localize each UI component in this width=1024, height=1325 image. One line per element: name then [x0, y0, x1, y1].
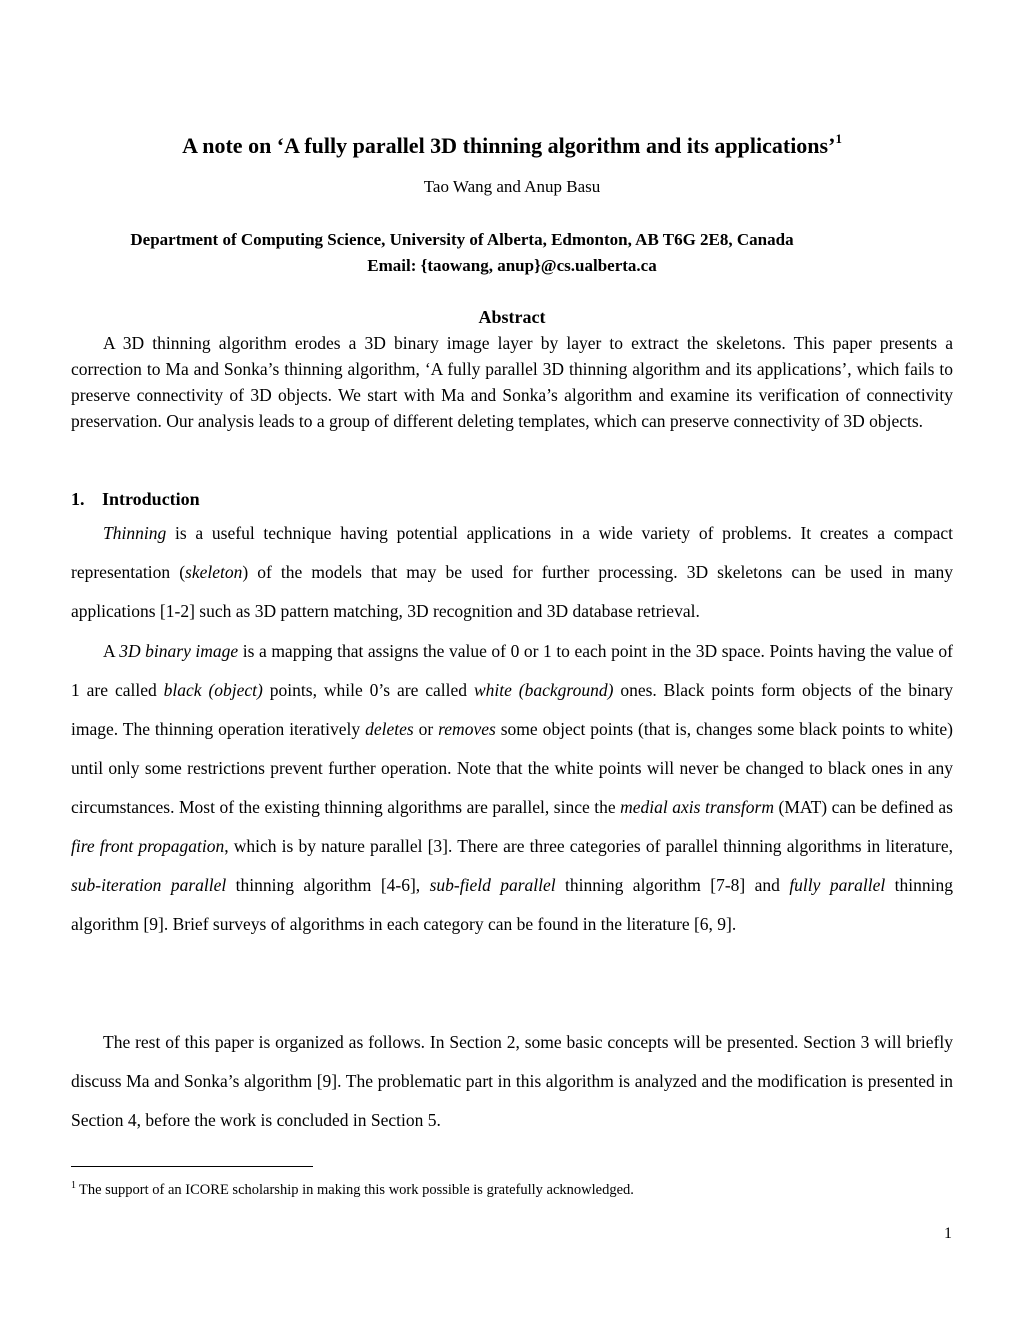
term-fire-front-propagation: fire front propagation — [71, 836, 225, 856]
text-run: thinning algorithm [9]. Brief surveys of algorithms in each category can be found in the literature [6, 9]. — [71, 875, 953, 934]
intro-paragraph-3: The rest of this paper is organized as follows. In Section 2, some basic concepts will be presented. Section 3 will briefly discuss Ma and Sonka’s algorithm [9]. The problematic part in this algorithm is analyzed and the modification is presented in Section 4, before the work is concluded in Section 5. — [71, 1032, 953, 1130]
affiliation-block — [0, 227, 1024, 279]
email: Email: {taowang, anup}@cs.ualberta.ca — [367, 256, 657, 275]
paper-title-text: A note on ‘A fully parallel 3D thinning algorithm and its applications’ — [182, 133, 836, 158]
section-title: Introduction — [102, 489, 200, 509]
text-run: (MAT) can be defined as — [774, 797, 953, 817]
term-removes: removes — [438, 719, 496, 739]
text-run: thinning algorithm [7-8] and — [555, 875, 790, 895]
term-black-object: black (object) — [163, 680, 263, 700]
text-run: A — [103, 641, 120, 661]
term-fully-parallel: fully parallel — [789, 875, 886, 895]
term-sub-field-parallel: sub-field parallel — [429, 875, 556, 895]
term-medial-axis-transform: medial axis transform — [620, 797, 774, 817]
intro-paragraph-1 — [71, 514, 953, 631]
term-white-background: white (background) — [473, 680, 614, 700]
term-sub-iteration-parallel: sub-iteration parallel — [71, 875, 227, 895]
section-number: 1. — [71, 489, 85, 509]
footnote-divider — [71, 1166, 313, 1167]
footnote-text: The support of an ICORE scholarship in making this work possible is gratefully acknowledged. — [79, 1182, 634, 1198]
term-thinning: Thinning — [103, 523, 167, 543]
affiliation: Department of Computing Science, University of Alberta, Edmonton, AB T6G 2E8, Canada — [130, 230, 794, 249]
text-run: is a mapping that assigns the value of 0 or 1 to each point in the 3D space. Points having the value of 1 are called — [71, 641, 953, 700]
text-run: points, while 0’s are called — [262, 680, 474, 700]
text-run: , which is by nature parallel [3]. There are three categories of parallel thinning algorithms in literature, — [224, 836, 953, 856]
footnote — [71, 1180, 634, 1200]
text-run: some object points (that is, changes some black points to white) until only some restrictions prevent further operation. Note that the white points will never be changed to black ones in any circumstances. Most of the existing thinning algorithms are parallel, since the — [71, 719, 954, 817]
abstract-heading: Abstract — [478, 307, 546, 327]
page-number: 1 — [944, 1225, 952, 1242]
title-footnote-mark: 1 — [835, 131, 842, 146]
text-run: or — [413, 719, 439, 739]
term-3d-binary-image: 3D binary image — [119, 641, 239, 661]
text-run: is a useful technique having potential applications in a wide variety of problems. It creates a compact representation ( — [71, 523, 953, 582]
intro-paragraph-2 — [71, 632, 953, 944]
text-run: thinning algorithm [4-6], — [226, 875, 430, 895]
term-deletes: deletes — [365, 719, 414, 739]
authors: Tao Wang and Anup Basu — [423, 177, 601, 196]
text-run: ones. Black points form objects of the binary image. The thinning operation iteratively — [71, 680, 954, 739]
abstract-text: A 3D thinning algorithm erodes a 3D binary image layer by layer to extract the skeletons. This paper presents a correction to Ma and Sonka’s thinning algorithm, ‘A fully parallel 3D thinning algorithm and its applications’, which fails to preserve connectivity of 3D objects. We start with Ma and Sonka’s algorithm and examine its verification of connectivity preservation. Our analysis leads to a group of different deleting templates, which can preserve connectivity of 3D objects. — [71, 333, 953, 431]
paper-title — [0, 131, 1024, 161]
section-heading — [71, 487, 200, 511]
term-skeleton: skeleton — [185, 562, 243, 582]
footnote-mark: 1 — [71, 1180, 76, 1191]
text-run: ) of the models that may be used for further processing. 3D skeletons can be used in many applications [1-2] such as 3D pattern matching, 3D recognition and 3D database retrieval. — [71, 562, 953, 621]
